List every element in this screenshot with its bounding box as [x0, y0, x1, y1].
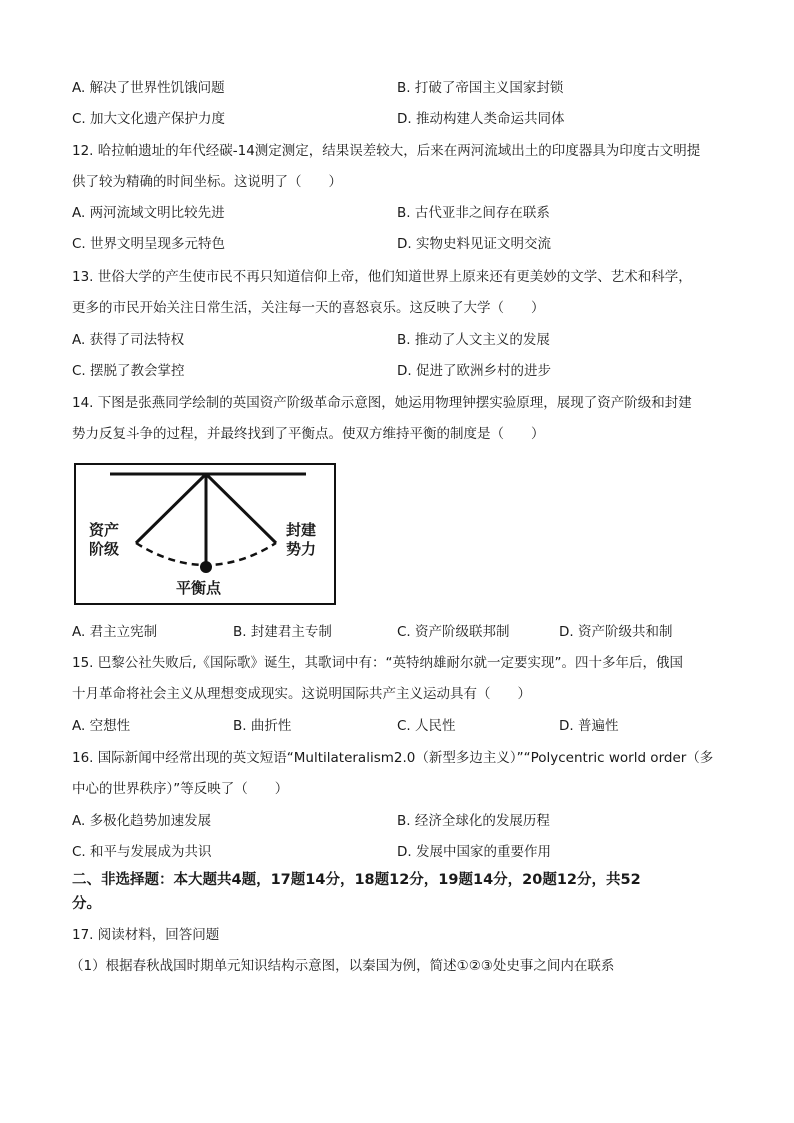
q17-subquestion-1: （1）根据春秋战国时期单元知识结构示意图，以秦国为例，简述①②③处史事之间内在联系: [70, 958, 615, 974]
section2-heading-line1: 二、非选择题：本大题共4题，17题14分，18题12分，19题14分，20题12分，共52: [72, 872, 641, 888]
q14-option-b: B. 封建君主专制: [233, 624, 332, 640]
label-bourgeoisie-top: 资产: [89, 521, 120, 539]
pendulum-bob: [200, 561, 212, 573]
q11-option-d: D. 推动构建人类命运共同体: [397, 111, 565, 127]
q14-stem-line2: 势力反复斗争的过程，并最终找到了平衡点。使双方维持平衡的制度是（ ）: [72, 426, 545, 442]
label-bourgeoisie-bottom: 阶级: [89, 540, 120, 558]
pendulum-left-string: [136, 474, 206, 543]
q12-option-c: C. 世界文明呈现多元特色: [72, 236, 226, 252]
q14-option-a: A. 君主立宪制: [72, 624, 158, 640]
pendulum-diagram: [74, 463, 336, 605]
q12-stem-line2: 供了较为精确的时间坐标。这说明了（ ）: [72, 174, 342, 190]
q14-option-c: C. 资产阶级联邦制: [397, 624, 510, 640]
q15-stem-line1: 15. 巴黎公社失败后,《国际歌》诞生，其歌词中有：“英特纳雄耐尔就一定要实现”。四十多年后，俄国: [72, 655, 684, 671]
q16-stem-line1: 16. 国际新闻中经常出现的英文短语“Multilateralism2.0（新型多边主义）”“Polycentric world order（多: [72, 750, 714, 766]
q17-title: 17. 阅读材料，回答问题: [72, 927, 220, 943]
q12-option-a: A. 两河流域文明比较先进: [72, 205, 225, 221]
q13-option-a: A. 获得了司法特权: [72, 332, 185, 348]
q15-option-a: A. 空想性: [72, 718, 131, 734]
label-feudal-top: 封建: [286, 521, 317, 539]
q13-stem-line2: 更多的市民开始关注日常生活，关注每一天的喜怒哀乐。这反映了大学（ ）: [72, 300, 545, 316]
section2-heading-line2: 分。: [72, 896, 101, 912]
q16-option-c: C. 和平与发展成为共识: [72, 844, 212, 860]
q16-option-b: B. 经济全球化的发展历程: [397, 813, 550, 829]
q13-option-d: D. 促进了欧洲乡村的进步: [397, 363, 551, 379]
q12-stem-line1: 12. 哈拉帕遗址的年代经碳-14测定测定，结果误差较大，后来在两河流域出土的印度器具为印度古文明提: [72, 143, 701, 159]
q13-option-c: C. 摆脱了教会掌控: [72, 363, 185, 379]
q13-option-b: B. 推动了人文主义的发展: [397, 332, 550, 348]
q16-option-d: D. 发展中国家的重要作用: [397, 844, 551, 860]
q15-stem-line2: 十月革命将社会主义从理想变成现实。这说明国际共产主义运动具有（ ）: [72, 686, 531, 702]
pendulum-right-string: [206, 474, 276, 543]
q16-option-a: A. 多极化趋势加速发展: [72, 813, 212, 829]
q15-option-c: C. 人民性: [397, 718, 456, 734]
q15-option-d: D. 普遍性: [559, 718, 619, 734]
q11-option-c: C. 加大文化遗产保护力度: [72, 111, 226, 127]
q11-option-a: A. 解决了世界性饥饿问题: [72, 80, 225, 96]
q15-option-b: B. 曲折性: [233, 718, 292, 734]
q14-option-d: D. 资产阶级共和制: [559, 624, 673, 640]
q16-stem-line2: 中心的世界秩序）”等反映了（ ）: [72, 781, 289, 797]
q14-stem-line1: 14. 下图是张燕同学绘制的英国资产阶级革命示意图，她运用物理钟摆实验原理，展现了资产阶级和封建: [72, 395, 692, 411]
q12-option-d: D. 实物史料见证文明交流: [397, 236, 551, 252]
q13-stem-line1: 13. 世俗大学的产生使市民不再只知道信仰上帝，他们知道世界上原来还有更美妙的文学、艺术和科学，: [72, 269, 692, 285]
label-balance-point: 平衡点: [176, 579, 222, 597]
label-feudal-bottom: 势力: [286, 540, 317, 558]
q12-option-b: B. 古代亚非之间存在联系: [397, 205, 550, 221]
q11-option-b: B. 打破了帝国主义国家封锁: [397, 80, 564, 96]
